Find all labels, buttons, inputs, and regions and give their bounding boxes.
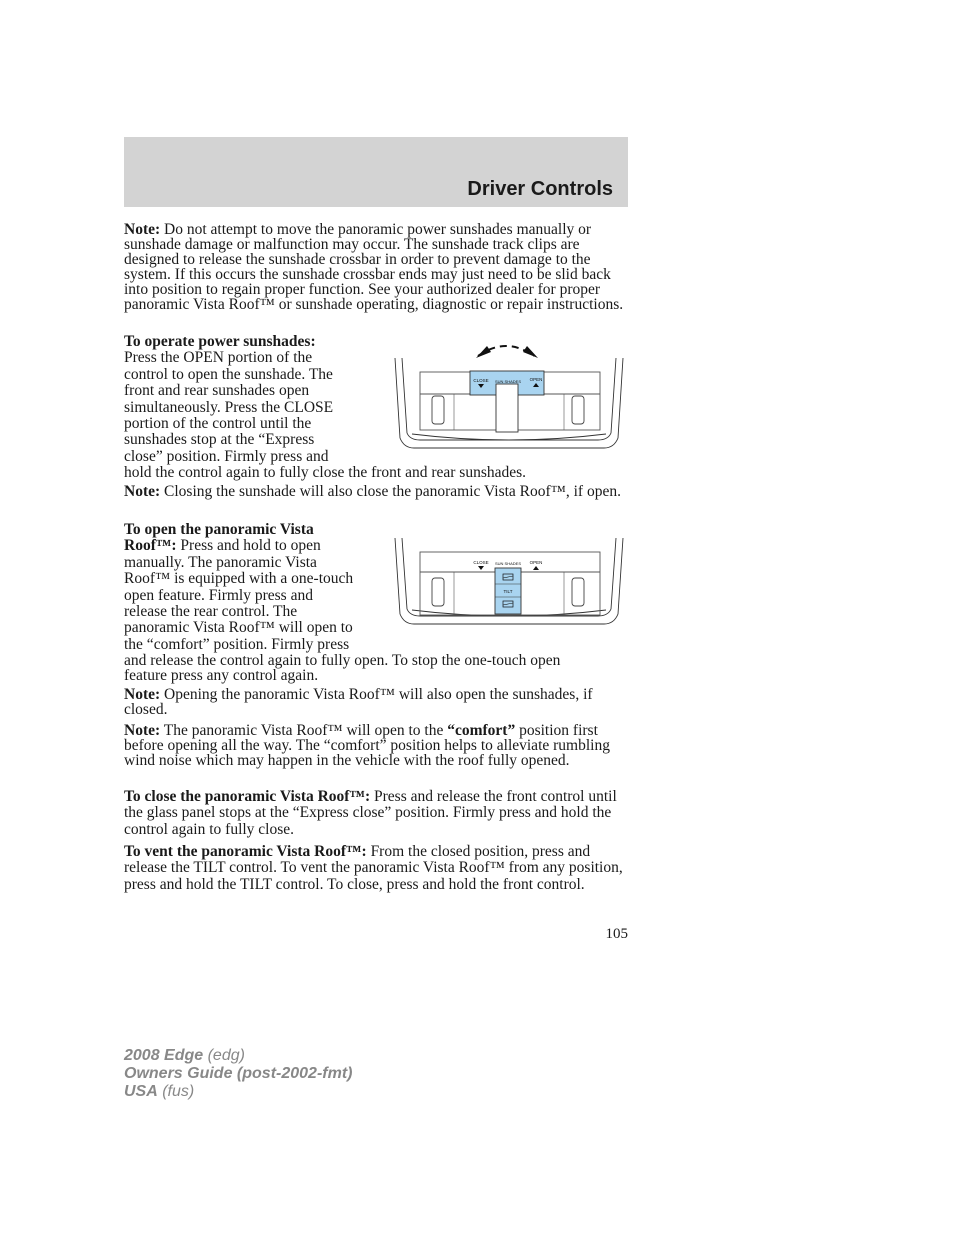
text-line: Press the OPEN portion of the xyxy=(124,349,313,367)
close-label: CLOSE xyxy=(473,560,489,565)
footer-market: USA xyxy=(124,1083,158,1100)
text-line: manually. The panoramic Vista xyxy=(124,553,317,571)
text-line: control to open the sunshade. The xyxy=(124,365,333,383)
footer-model: 2008 Edge xyxy=(124,1047,204,1064)
text-line: open feature. Firmly press and xyxy=(124,586,313,604)
close-vista-roof-section xyxy=(124,789,628,838)
sunshade-control-figure xyxy=(392,338,626,462)
close-label: CLOSE xyxy=(473,378,489,383)
text-line: front and rear sunshades open xyxy=(124,382,310,400)
open-vista-roof-heading-2: Roof™: xyxy=(124,537,177,555)
open-label: OPEN xyxy=(529,560,543,565)
vent-vista-roof-section xyxy=(124,844,628,893)
sunshades-label: SUN SHADES xyxy=(494,561,522,566)
footer-market-code: (fus) xyxy=(157,1083,195,1100)
section-title: Driver Controls xyxy=(467,178,613,200)
text-line: hold the control again to fully close the front and rear sunshades. xyxy=(124,464,527,482)
note-sunshade-manual xyxy=(124,222,628,312)
text-line: Roof™ is equipped with a one-touch xyxy=(124,570,354,588)
open-arrow-icon xyxy=(533,566,539,570)
vent-vista-roof-heading: To vent the panoramic Vista Roof™: xyxy=(124,843,367,860)
close-arrow-icon xyxy=(478,566,484,570)
operate-sunshades-heading: To operate power sunshades: xyxy=(124,333,316,350)
vista-roof-control-figure xyxy=(392,538,626,634)
note-closing-sunshade xyxy=(124,484,628,499)
arrow-left-icon xyxy=(476,346,491,358)
note-text: Do not attempt to move the panoramic power sunshades manually or sunshade damage or malfunction may occur. The sunshade track clips are designed to release the sunshade crossbar in order to prevent damage to the system. If this occurs the sunshade crossbar ends may just need to be slid back into position to regain proper function. See your authorized dealer for proper panoramic Vista Roof™ or sunshade operating, diagnostic or repair instructions. xyxy=(124,221,624,313)
note-label: Note: xyxy=(124,221,161,238)
arrow-right-icon xyxy=(523,346,538,358)
section-text: From the closed position, press and release the TILT control. To vent the panoramic Vista Roof™ from any position, press and hold the TILT control. To close, press and hold the front control. xyxy=(124,843,623,893)
open-vista-roof-heading: To open the panoramic Vista xyxy=(124,521,314,538)
text-line: panoramic Vista Roof™ will open to xyxy=(124,619,353,637)
note-text: position first before opening all the way. The “comfort” position helps to alleviate rumbling wind noise which may happen in the vehicle with the roof fully opened. xyxy=(124,722,610,769)
text-line: close” position. Firmly press and xyxy=(124,447,329,465)
sunshades-label: SUN SHADES xyxy=(494,379,522,384)
close-vista-roof-heading: To close the panoramic Vista Roof™: xyxy=(124,788,371,805)
text-line: and release the control again to fully open. To stop the one-touch open xyxy=(124,652,561,670)
note-label: Note: xyxy=(124,722,161,739)
footer-model-code: (edg) xyxy=(203,1047,245,1064)
text-line: simultaneously. Press the CLOSE xyxy=(124,398,334,416)
text-line: portion of the control until the xyxy=(124,415,312,433)
note-text: Closing the sunshade will also close the panoramic Vista Roof™, if open. xyxy=(160,483,621,500)
text-line: Press and hold to open xyxy=(176,537,321,555)
tilt-label: TILT xyxy=(503,589,513,594)
page-number: 105 xyxy=(605,926,628,942)
text-line: release the rear control. The xyxy=(124,603,298,621)
note-label: Note: xyxy=(124,686,161,703)
open-label: OPEN xyxy=(529,377,543,382)
text-line: feature press any control again. xyxy=(124,667,319,685)
note-comfort-position xyxy=(124,723,628,768)
footer-guide: Owners Guide (post-2002-fmt) xyxy=(124,1065,353,1082)
text-line: the “comfort” position. Firmly press xyxy=(124,635,350,653)
note-text: The panoramic Vista Roof™ will open to the xyxy=(160,722,448,739)
note-opening-vista-roof xyxy=(124,687,628,717)
note-label: Note: xyxy=(124,483,161,500)
section-header xyxy=(124,137,628,207)
section-text: Press and release the front control until the glass panel stops at the “Express close” position. Firmly press and hold the control again to fully close. xyxy=(124,788,617,838)
text-line: sunshades stop at the “Express xyxy=(124,431,315,449)
document-footer xyxy=(124,1047,352,1101)
note-text: Opening the panoramic Vista Roof™ will also open the sunshades, if closed. xyxy=(124,686,593,718)
comfort-term: “comfort” xyxy=(447,722,516,739)
